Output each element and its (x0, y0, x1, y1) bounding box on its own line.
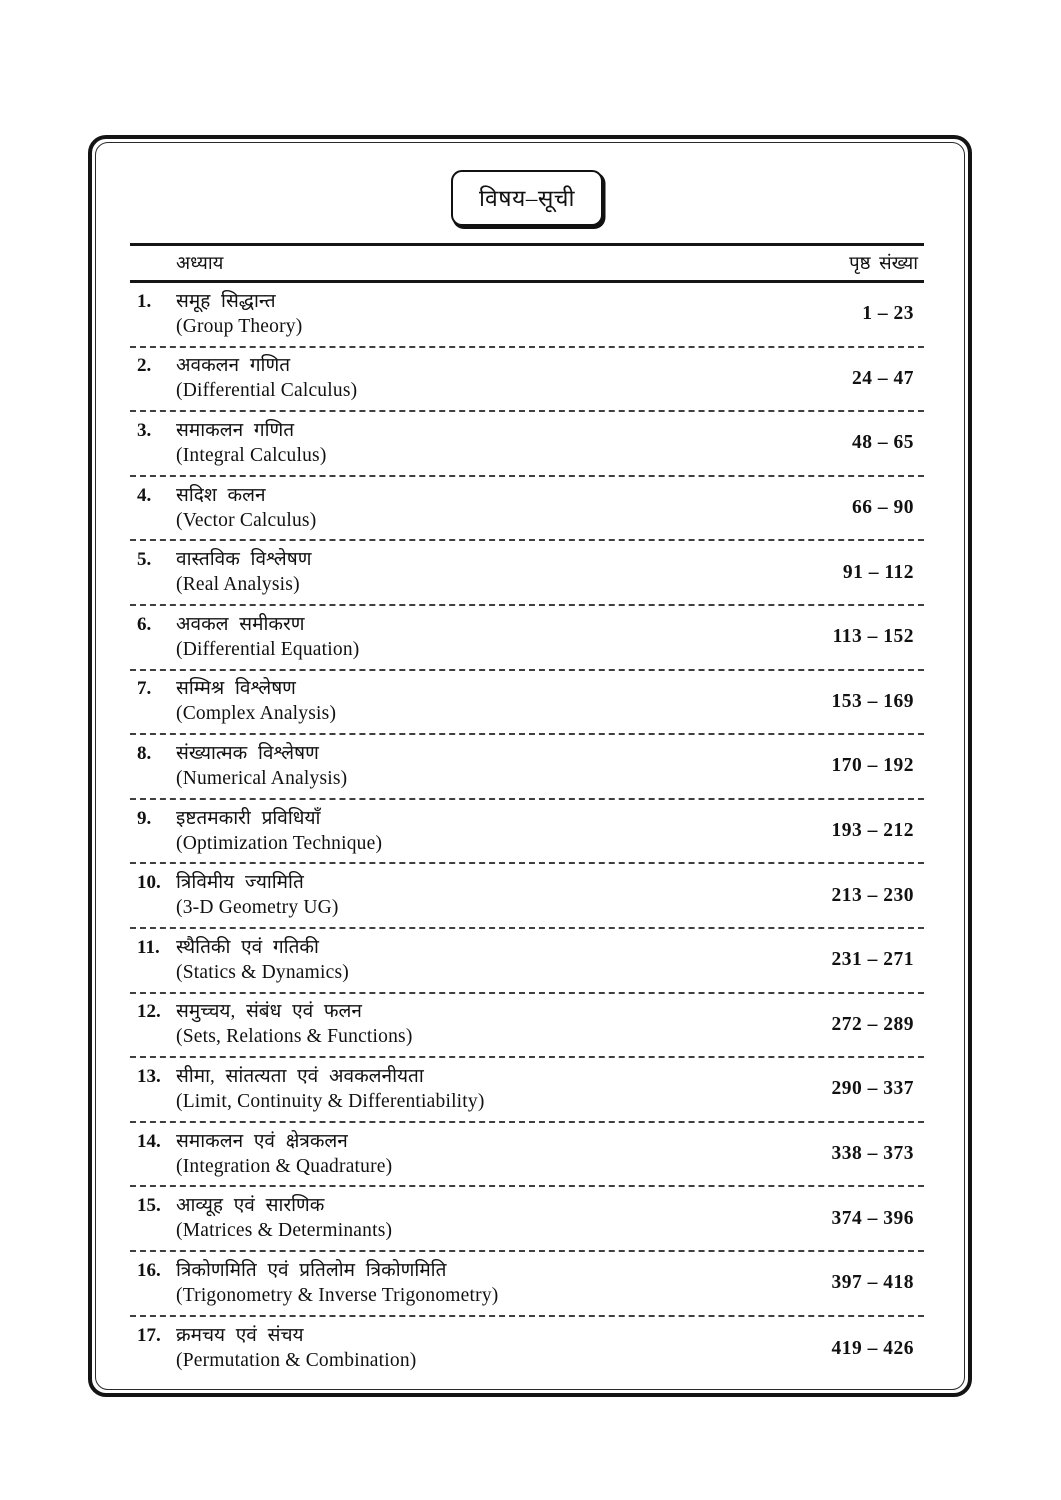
page-title-text: विषय–सूची (479, 186, 575, 211)
toc-row (130, 348, 924, 413)
chapter-number: 15. (137, 1195, 161, 1217)
chapter-title-english: (Limit, Continuity & Differentiability) (176, 1090, 485, 1112)
chapter-titles (130, 677, 336, 726)
toc-row (130, 864, 924, 929)
chapter-title-hindi-line (130, 807, 382, 832)
chapter-title-hindi-line (130, 1259, 498, 1284)
chapter-title-hindi-line (130, 871, 339, 896)
chapter-titles (130, 613, 359, 662)
page-range: 113 – 152 (832, 626, 914, 648)
chapter-title-hindi-line (130, 1194, 392, 1219)
chapter-title-english: (Vector Calculus) (176, 509, 317, 531)
page-range: 231 – 271 (831, 949, 914, 971)
chapter-number: 16. (137, 1259, 161, 1281)
page-range: 91 – 112 (842, 561, 914, 583)
chapter-title-hindi: अवकल समीकरण (176, 613, 305, 635)
toc-row (130, 1058, 924, 1123)
chapter-titles (130, 1065, 485, 1114)
chapter-title-hindi-line (130, 548, 311, 573)
chapter-title-hindi: सीमा, सांतत्यता एवं अवकलनीयता (176, 1065, 424, 1087)
chapter-title-english: (Integral Calculus) (176, 444, 327, 466)
chapter-title-english: (Permutation & Combination) (176, 1350, 417, 1372)
page-range: 338 – 373 (831, 1143, 914, 1165)
chapter-titles (130, 936, 349, 985)
chapter-title-hindi: इष्टतमकारी प्रविधियाँ (176, 807, 321, 829)
table-header (130, 243, 924, 283)
toc-row (130, 671, 924, 736)
toc-row (130, 606, 924, 671)
chapter-titles (130, 419, 327, 468)
chapter-title-english: (3-D Geometry UG) (176, 897, 339, 919)
page-number-column-label: पृष्ठ संख्या (849, 254, 918, 274)
chapter-titles (130, 290, 302, 339)
chapter-title-hindi: सम्मिश्र विश्लेषण (176, 678, 296, 700)
chapter-title-hindi-line (130, 354, 357, 379)
chapter-number: 14. (137, 1130, 161, 1152)
chapter-title-hindi-line (130, 484, 316, 509)
chapter-title-hindi: संख्यात्मक विश्लेषण (176, 742, 319, 764)
toc-row (130, 412, 924, 477)
chapter-title-english: (Integration & Quadrature) (176, 1155, 393, 1177)
page-range: 272 – 289 (831, 1013, 914, 1035)
chapter-title-english: (Sets, Relations & Functions) (176, 1026, 413, 1048)
toc-row (130, 800, 924, 865)
page-range: 213 – 230 (831, 884, 914, 906)
chapter-title-hindi-line (130, 742, 347, 767)
chapter-title-hindi-line (130, 677, 336, 702)
chapter-title-hindi: वास्तविक विश्लेषण (176, 549, 312, 571)
page-range: 374 – 396 (831, 1207, 914, 1229)
chapter-number: 3. (137, 419, 152, 441)
chapter-title-hindi: समुच्चय, संबंध एवं फलन (176, 1001, 362, 1023)
chapter-number: 7. (137, 678, 152, 700)
page-range: 170 – 192 (831, 755, 914, 777)
chapter-title-hindi-line (130, 290, 302, 315)
page-range: 153 – 169 (831, 690, 914, 712)
page-range: 66 – 90 (852, 497, 914, 519)
chapter-titles (130, 1324, 416, 1373)
chapter-title-english: (Complex Analysis) (176, 703, 337, 725)
chapter-number: 8. (137, 742, 152, 764)
chapter-number: 5. (137, 549, 152, 571)
chapter-title-hindi-line (130, 936, 349, 961)
chapter-number: 6. (137, 613, 152, 635)
chapter-title-english: (Differential Calculus) (176, 380, 358, 402)
chapter-titles (130, 548, 311, 597)
chapter-list (130, 283, 924, 1381)
chapter-titles (130, 871, 339, 920)
toc-row (130, 477, 924, 542)
toc-row (130, 994, 924, 1059)
toc-row (130, 283, 924, 348)
chapter-titles (130, 1194, 392, 1243)
chapter-title-hindi: सदिश कलन (176, 484, 266, 506)
chapter-title-english: (Matrices & Determinants) (176, 1220, 393, 1242)
chapter-title-english: (Real Analysis) (176, 574, 300, 596)
chapter-title-english: (Numerical Analysis) (176, 767, 348, 789)
chapter-titles (130, 1259, 498, 1308)
chapter-title-hindi: क्रमचय एवं संचय (176, 1325, 304, 1347)
chapter-title-hindi-line (130, 613, 359, 638)
page-range: 419 – 426 (831, 1337, 914, 1359)
chapter-title-hindi: आव्यूह एवं सारणिक (176, 1195, 325, 1217)
chapter-number: 11. (137, 936, 160, 958)
chapter-titles (130, 1130, 392, 1179)
chapter-title-hindi: समाकलन एवं क्षेत्रकलन (176, 1130, 348, 1152)
chapter-title-hindi-line (130, 1130, 392, 1155)
toc-row (130, 541, 924, 606)
chapter-title-hindi-line (130, 1324, 416, 1349)
chapter-titles (130, 1000, 413, 1049)
toc-row (130, 1317, 924, 1382)
page-border-frame (88, 135, 972, 1397)
chapter-number: 17. (137, 1325, 161, 1347)
chapter-title-english: (Optimization Technique) (176, 832, 383, 854)
page-range: 193 – 212 (831, 820, 914, 842)
toc-row (130, 1187, 924, 1252)
chapter-number: 2. (137, 355, 152, 377)
chapter-titles (130, 742, 347, 791)
chapter-title-hindi: समूह सिद्धान्त (176, 290, 276, 312)
chapter-number: 4. (137, 484, 152, 506)
chapter-number: 13. (137, 1065, 161, 1087)
toc-row (130, 735, 924, 800)
chapter-titles (130, 807, 382, 856)
chapter-title-hindi: स्थैतिकी एवं गतिकी (176, 936, 319, 958)
toc-row (130, 929, 924, 994)
chapter-column-label: अध्याय (176, 254, 224, 274)
chapter-title-hindi-line (130, 419, 327, 444)
chapter-title-english: (Group Theory) (176, 315, 303, 337)
chapter-title-hindi: त्रिविमीय ज्यामिति (176, 872, 304, 894)
page-title (451, 170, 603, 226)
toc-row (130, 1252, 924, 1317)
chapter-title-english: (Statics & Dynamics) (176, 961, 349, 983)
chapter-number: 1. (137, 290, 152, 312)
page-range: 1 – 23 (862, 303, 914, 325)
page-range: 48 – 65 (852, 432, 914, 454)
chapter-number: 12. (137, 1001, 161, 1023)
toc-content (92, 139, 968, 1393)
chapter-titles (130, 484, 316, 533)
page-range: 290 – 337 (831, 1078, 914, 1100)
chapter-title-english: (Differential Equation) (176, 638, 360, 660)
chapter-title-hindi-line (130, 1000, 413, 1025)
chapter-title-hindi-line (130, 1065, 485, 1090)
chapter-title-english: (Trigonometry & Inverse Trigonometry) (176, 1284, 499, 1306)
toc-row (130, 1123, 924, 1188)
chapter-titles (130, 354, 357, 403)
chapter-number: 10. (137, 872, 161, 894)
page-range: 397 – 418 (831, 1272, 914, 1294)
page-range: 24 – 47 (852, 367, 914, 389)
chapter-title-hindi: त्रिकोणमिति एवं प्रतिलोम त्रिकोणमिति (176, 1259, 447, 1281)
chapter-title-hindi: अवकलन गणित (176, 355, 291, 377)
chapter-title-hindi: समाकलन गणित (176, 419, 295, 441)
chapter-number: 9. (137, 807, 152, 829)
